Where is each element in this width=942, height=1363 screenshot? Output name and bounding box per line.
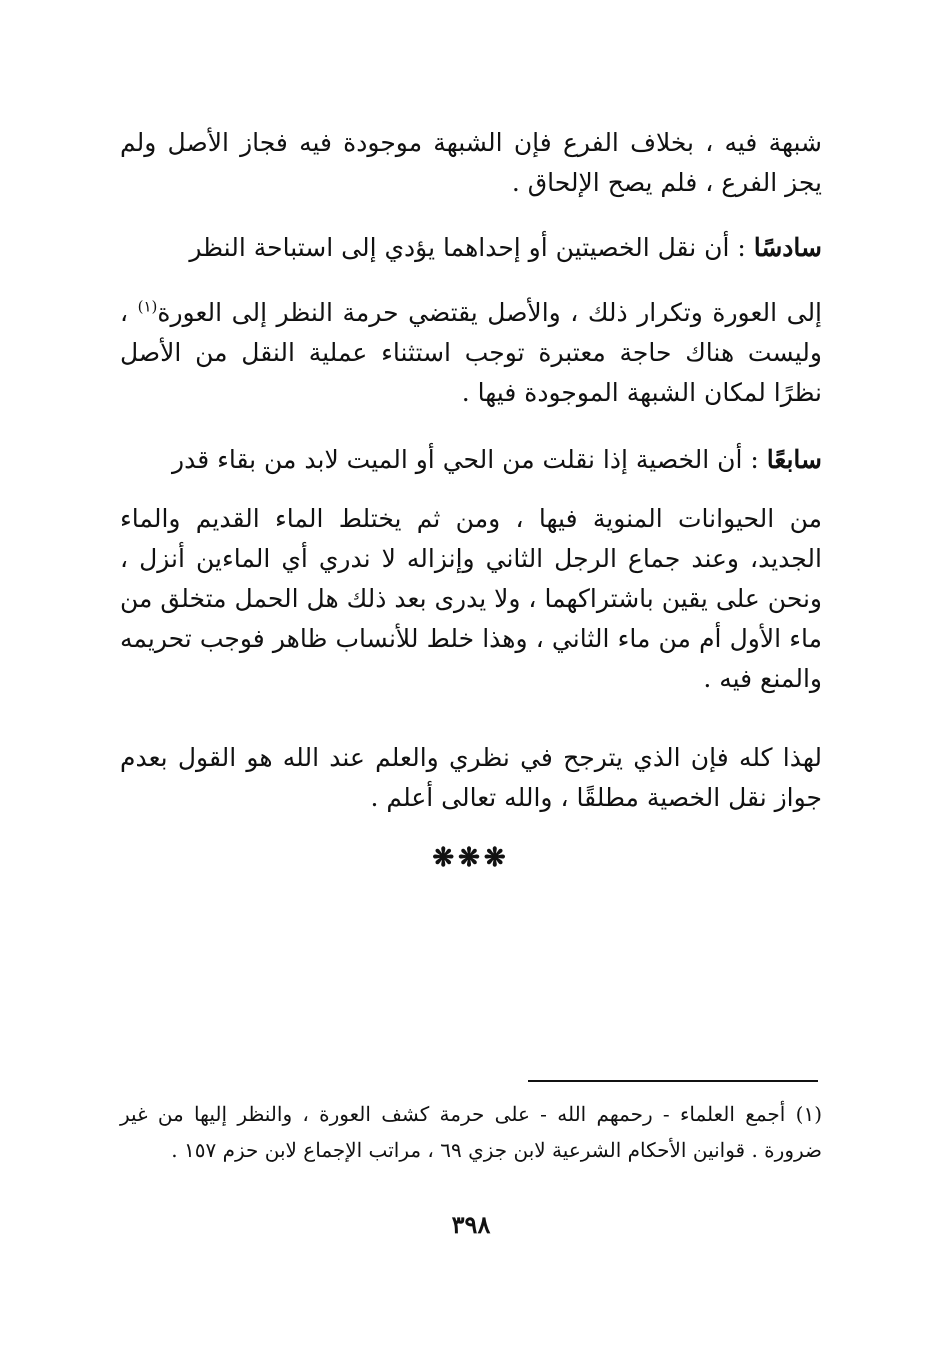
page-number: ٣٩٨ [451,1210,491,1239]
sixth-text: : أن نقل الخصيتين أو إحداهما يؤدي إلى استباحة النظر [189,233,754,262]
paragraph-seventh-continued: من الحيوانات المنوية فيها ، ومن ثم يختلط الماء القديم والماء الجديد، وعند جماع الرجل الثاني وإنزاله لا ندري أي الماءين أنزل ، ونحن على يقين باشتراكهما ، ولا يدرى بعد ذلك هل الحمل متخلق من ماء الأول أم من ماء الثاني ، وهذا خلط للأنساب ظاهر فوجب تحريمه والمنع فيه . [120,504,822,693]
paragraph-seventh-point [120,440,822,480]
section-separator: ❋❋❋ [432,843,510,873]
sixth-text-part1: إلى العورة وتكرار ذلك ، والأصل يقتضي حرمة النظر إلى العورة [157,298,823,327]
paragraph-continuation: شبهة فيه ، بخلاف الفرع فإن الشبهة موجودة فيه فجاز الأصل ولم يجز الفرع ، فلم يصح الإلحاق . [120,128,822,197]
paragraph-sixth-continued [120,293,822,413]
footnote: (١) أجمع العلماء - رحمهم الله - على حرمة كشف العورة ، والنظر إليها من غير ضرورة . قوانين الأحكام الشرعية لابن جزي ٦٩ ، مراتب الإجماع لابن حزم ١٥٧ . [120,1102,822,1162]
sixth-heading: سادسًا [753,233,822,262]
seventh-text: : أن الخصية إذا نقلت من الحي أو الميت لابد من بقاء قدر [172,445,767,474]
seventh-heading: سابعًا [766,445,822,474]
paragraph-sixth-point [120,228,822,268]
paragraph-conclusion: لهذا كله فإن الذي يترجح في نظري والعلم عند الله هو القول بعدم جواز نقل الخصية مطلقًا ، والله تعالى أعلم . [120,743,822,812]
sixth-text-part2: ، وليست هناك حاجة معتبرة توجب استثناء عملية النقل من الأصل نظرًا لمكان الشبهة الموجودة فيها . [120,298,822,407]
footnote-marker[interactable]: (١) [137,297,158,316]
footnote-divider [528,1080,818,1082]
